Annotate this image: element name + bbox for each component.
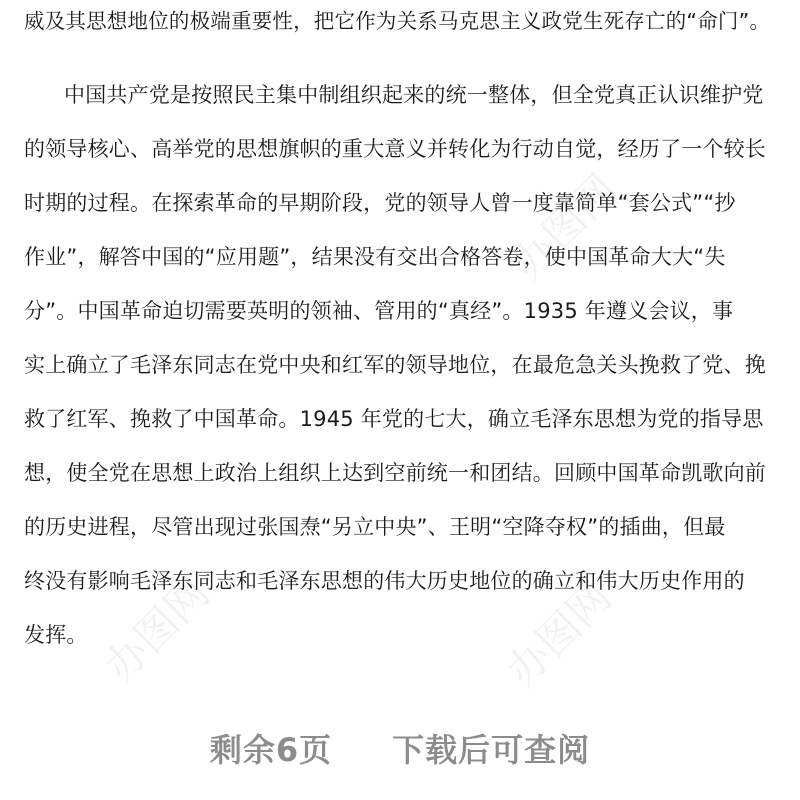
paragraph-line: 的历史进程，尽管出现过张国焘“另立中央”、王明“空降夺权”的插曲，但最	[24, 515, 726, 539]
paragraph-line: 威及其思想地位的极端重要性，把它作为关系马克思主义政党生死存亡的“命门”。	[24, 9, 771, 33]
watermark: 办图网	[94, 567, 219, 692]
paragraph-line: 想，使全党在思想上政治上组织上达到空前统一和团结。回顾中国革命凯歌向前	[24, 461, 766, 485]
paragraph-line: 分”。中国革命迫切需要英明的领袖、管用的“真经”。1935 年遵义会议，事	[24, 299, 734, 323]
watermark: 办图网	[496, 571, 621, 696]
paragraph-line: 作业”，解答中国的“应用题”，结果没有交出合格答卷，使中国革命大大“失	[24, 245, 726, 269]
paragraph-line: 终没有影响毛泽东同志和毛泽东思想的伟大历史地位的确立和伟大历史作用的	[24, 569, 745, 593]
download-to-read-link[interactable]: 下载后可查阅	[392, 731, 591, 769]
paragraph-line: 实上确立了毛泽东同志在党中央和红军的领导地位，在最危急关头挽救了党、挽	[24, 353, 766, 377]
remaining-pages-bar[interactable]	[0, 720, 800, 776]
paragraph-line: 的领导核心、高举党的思想旗帜的重大意义并转化为行动自觉，经历了一个较长	[24, 137, 766, 161]
paragraph-line: 发挥。	[24, 623, 88, 647]
paragraph-line: 救了红军、挽救了中国革命。1945 年党的七大，确立毛泽东思想为党的指导思	[24, 407, 764, 431]
watermark: 办图网	[502, 164, 627, 289]
paragraph-line: 时期的过程。在探索革命的早期阶段，党的领导人曾一度靠简单“套公式”“抄	[24, 191, 736, 215]
remaining-pages-label: 剩余6页	[209, 731, 333, 769]
paragraph-line: 中国共产党是按照民主集中制组织起来的统一整体，但全党真正认识维护党	[64, 83, 764, 107]
